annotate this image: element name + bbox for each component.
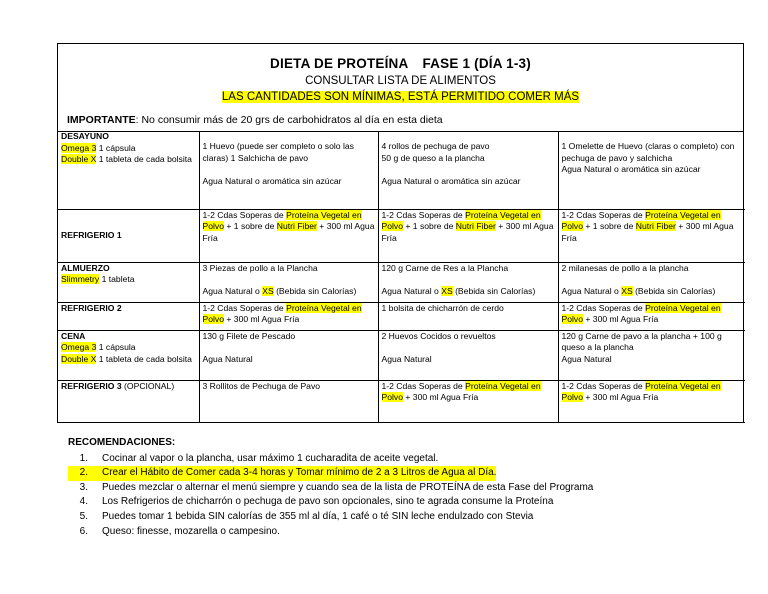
list-item [68, 510, 748, 525]
almuerzo-option-1-drink [203, 286, 375, 298]
meal-label-refrigerio2 [58, 302, 199, 330]
list-item-number: 1. [79, 452, 88, 464]
list-item-text: Puedes mezclar o alternar el menú siempre y cuando sea de la lista de PROTEÍNA de esta Fase del Programa [102, 481, 594, 493]
doublex-name: Double X [61, 353, 97, 364]
meal-label-cena [58, 330, 199, 380]
refrigerio3-note: (OPCIONAL) [121, 380, 175, 391]
cena-option-2-drink: Agua Natural [381, 353, 432, 364]
cena-option-3-drink: Agua Natural [561, 353, 612, 364]
refrigerio3-option-2-pre: 1-2 Cdas Soperas de [381, 380, 466, 391]
subtitle: CONSULTAR LISTA DE ALIMENTOS [305, 75, 496, 87]
cena-supp2 [61, 354, 196, 366]
drink-note: (Bebida sin Calorías) [452, 285, 536, 296]
refrigerio1-option-3-pre: 1-2 Cdas Soperas de [561, 209, 646, 220]
cena-option-3 [558, 330, 745, 380]
recommendations-title: RECOMENDACIONES: [68, 437, 176, 448]
drink-note: (Bebida sin Calorías) [273, 285, 357, 296]
drink-text: Agua Natural o [202, 285, 263, 296]
desayuno-option-1-food: 1 Huevo (puede ser completo o solo las claras) 1 Salchicha de pavo [202, 141, 354, 163]
list-item-text: Queso: finesse, mozarella o campesino. [102, 525, 280, 537]
table-row [58, 131, 745, 209]
refrigerio1-option-1 [199, 209, 378, 262]
refrigerio2-option-3-pre: 1-2 Cdas Soperas de [561, 302, 646, 313]
refrigerio1-option-3 [558, 209, 745, 262]
refrigerio2-option-2 [378, 302, 558, 330]
allowed-note [58, 91, 743, 103]
omega3-dose: 1 cápsula [96, 342, 136, 353]
list-item-text: Crear el Hábito de Comer cada 3-4 horas y Tomar mínimo de 2 a 3 Litros de Agua al Día. [102, 466, 496, 481]
meal-label-refrigerio3 [58, 380, 199, 422]
refrigerio3-label: REFRIGERIO 3 [61, 380, 122, 391]
omega3-name: Omega 3 [61, 142, 97, 153]
list-item-text: Puedes tomar 1 bebida SIN calorías de 355 ml al día, 1 café o té SIN leche endulzado con Stevia [102, 510, 534, 522]
refrigerio3-option-1 [199, 380, 378, 422]
desayuno-option-2-drink: Agua Natural o aromática sin azúcar [381, 175, 521, 186]
refrigerio2-option-1-post: + 300 ml Agua Fría [224, 314, 300, 325]
almuerzo-option-2 [378, 262, 558, 302]
almuerzo-option-1-food: 3 Piezas de pollo a la Plancha [202, 262, 318, 273]
nutri-fiber-name: Nutri Fiber [276, 221, 317, 232]
list-item [68, 495, 748, 510]
drink-note: (Bebida sin Calorías) [632, 285, 716, 296]
desayuno-option-1 [199, 131, 378, 209]
refrigerio3-option-3-post: + 300 ml Agua Fría [583, 392, 659, 403]
list-item [68, 466, 748, 481]
xs-name: XS [262, 285, 274, 296]
list-item [68, 481, 748, 496]
drink-text: Agua Natural o [381, 285, 442, 296]
meal-label-almuerzo [58, 262, 199, 302]
allowed-note-text: LAS CANTIDADES SON MÍNIMAS, ESTÁ PERMITIDO COMER MÁS [221, 91, 580, 103]
almuerzo-option-1 [199, 262, 378, 302]
protein-powder-name: Proteína Vegetal en Polvo [202, 209, 362, 232]
meal-table [58, 131, 745, 423]
cena-label: CENA [61, 330, 86, 341]
protein-powder-name: Proteína Vegetal en Polvo [381, 209, 541, 232]
meal-label-desayuno [58, 131, 199, 209]
almuerzo-supp [61, 274, 196, 286]
table-row [58, 262, 745, 302]
almuerzo-option-2-food: 120 g Carne de Res a la Plancha [381, 262, 509, 273]
almuerzo-option-3-drink [562, 286, 743, 298]
desayuno-option-3-food: 1 Omelette de Huevo (claras o completo) con pechuga de pavo y salchicha [561, 141, 735, 163]
list-item [68, 452, 748, 467]
cena-option-3-food: 120 g Carne de pavo a la plancha + 100 g queso a la plancha [561, 330, 722, 353]
refrigerio3-option-1-food: 3 Rollitos de Pechuga de Pavo [202, 380, 321, 391]
refrigerio1-option-2 [378, 209, 558, 262]
refrigerio2-option-1-pre: 1-2 Cdas Soperas de [202, 302, 287, 313]
refrigerio1-option-2-post: + 300 ml Agua Fría [381, 221, 554, 243]
refrigerio2-label: REFRIGERIO 2 [61, 302, 122, 313]
list-item-text: Los Refrigerios de chicharrón o pechuga de pavo son opcionales, sino te agrada consume la Proteína [102, 496, 554, 508]
nutri-fiber-name: Nutri Fiber [635, 221, 676, 232]
almuerzo-option-3-food: 2 milanesas de pollo a la plancha [561, 262, 689, 273]
desayuno-option-2 [378, 131, 558, 209]
omega3-dose: 1 cápsula [96, 142, 136, 153]
doublex-dose: 1 tableta de cada bolsita [96, 154, 192, 165]
table-row [58, 209, 745, 262]
refrigerio1-option-1-pre: 1-2 Cdas Soperas de [202, 209, 287, 220]
list-item-number: 2. [68, 466, 102, 481]
protein-powder-name: Proteína Vegetal en Polvo [561, 209, 721, 232]
refrigerio1-label: REFRIGERIO 1 [61, 229, 122, 240]
protein-powder-name: Proteína Vegetal en Polvo [381, 380, 541, 403]
list-item-number: 5. [79, 510, 88, 522]
protein-powder-name: Proteína Vegetal en Polvo [561, 380, 721, 403]
desayuno-supp1 [61, 143, 196, 155]
list-item-number: 6. [79, 525, 88, 537]
table-row [58, 302, 745, 330]
refrigerio1-option-2-mid: + 1 sobre de [403, 221, 456, 232]
desayuno-option-3 [558, 131, 745, 209]
refrigerio1-option-3-mid: + 1 sobre de [583, 221, 636, 232]
diet-box [57, 43, 744, 423]
refrigerio2-option-2-food: 1 bolsita de chicharrón de cerdo [381, 302, 504, 313]
important-note [67, 114, 443, 126]
refrigerio1-option-1-mid: + 1 sobre de [224, 221, 277, 232]
table-row [58, 380, 745, 422]
doublex-name: Double X [61, 154, 97, 165]
refrigerio1-option-1-post: + 300 ml Agua Fría [202, 221, 375, 243]
desayuno-option-2-food-b: 50 g de queso a la plancha [381, 152, 485, 163]
slimmetry-name: Slimmetry [61, 274, 100, 285]
cena-option-1 [199, 330, 378, 380]
cena-option-1-drink: Agua Natural [202, 353, 253, 364]
list-item-text: Cocinar al vapor o la plancha, usar máximo 1 cucharadita de aceite vegetal. [102, 452, 439, 464]
list-item [68, 525, 748, 540]
nutri-fiber-name: Nutri Fiber [455, 221, 496, 232]
refrigerio2-option-3-post: + 300 ml Agua Fría [583, 314, 659, 325]
refrigerio3-option-3-pre: 1-2 Cdas Soperas de [561, 380, 646, 391]
desayuno-option-2-food: 4 rollos de pechuga de pavo [381, 141, 490, 151]
title-part-2: FASE 1 (DÍA 1-3) [422, 56, 531, 71]
drink-text: Agua Natural o [561, 285, 622, 296]
refrigerio1-option-3-post: + 300 ml Agua Fría [561, 221, 734, 243]
document-header [58, 44, 743, 132]
doublex-dose: 1 tableta de cada bolsita [96, 353, 192, 364]
refrigerio2-option-1 [199, 302, 378, 330]
important-text: : No consumir más de 20 grs de carbohidratos al día en esta dieta [135, 114, 443, 126]
xs-name: XS [621, 285, 633, 296]
cena-supp1 [61, 342, 196, 354]
title-part-1: DIETA DE PROTEÍNA [270, 56, 409, 71]
list-item-number: 3. [79, 481, 88, 493]
protein-powder-name: Proteína Vegetal en Polvo [561, 302, 721, 325]
important-label: IMPORTANTE [67, 114, 136, 126]
desayuno-label: DESAYUNO [61, 131, 109, 141]
desayuno-option-1-drink: Agua Natural o aromática sin azúcar [202, 175, 342, 186]
almuerzo-label: ALMUERZO [61, 262, 110, 273]
list-item-number: 4. [79, 496, 88, 508]
refrigerio1-option-2-pre: 1-2 Cdas Soperas de [381, 209, 466, 220]
desayuno-supp2 [61, 154, 196, 166]
almuerzo-option-2-drink [382, 286, 555, 298]
refrigerio3-option-2 [378, 380, 558, 422]
cena-option-2-food: 2 Huevos Cocidos o revueltos [381, 330, 496, 341]
desayuno-option-3-drink: Agua Natural o aromática sin azúcar [561, 164, 701, 175]
xs-name: XS [441, 285, 453, 296]
table-row [58, 330, 745, 380]
almuerzo-option-3 [558, 262, 745, 302]
refrigerio3-option-3 [558, 380, 745, 422]
refrigerio3-option-2-post: + 300 ml Agua Fría [403, 392, 479, 403]
omega3-name: Omega 3 [61, 342, 97, 353]
cena-option-1-food: 130 g Filete de Pescado [202, 330, 296, 341]
recommendations [68, 436, 748, 539]
refrigerio2-option-3 [558, 302, 745, 330]
meal-label-refrigerio1 [58, 209, 199, 262]
cena-option-2 [378, 330, 558, 380]
page-title [58, 56, 743, 71]
protein-powder-name: Proteína Vegetal en Polvo [202, 302, 362, 325]
slimmetry-dose: 1 tableta [99, 274, 135, 285]
